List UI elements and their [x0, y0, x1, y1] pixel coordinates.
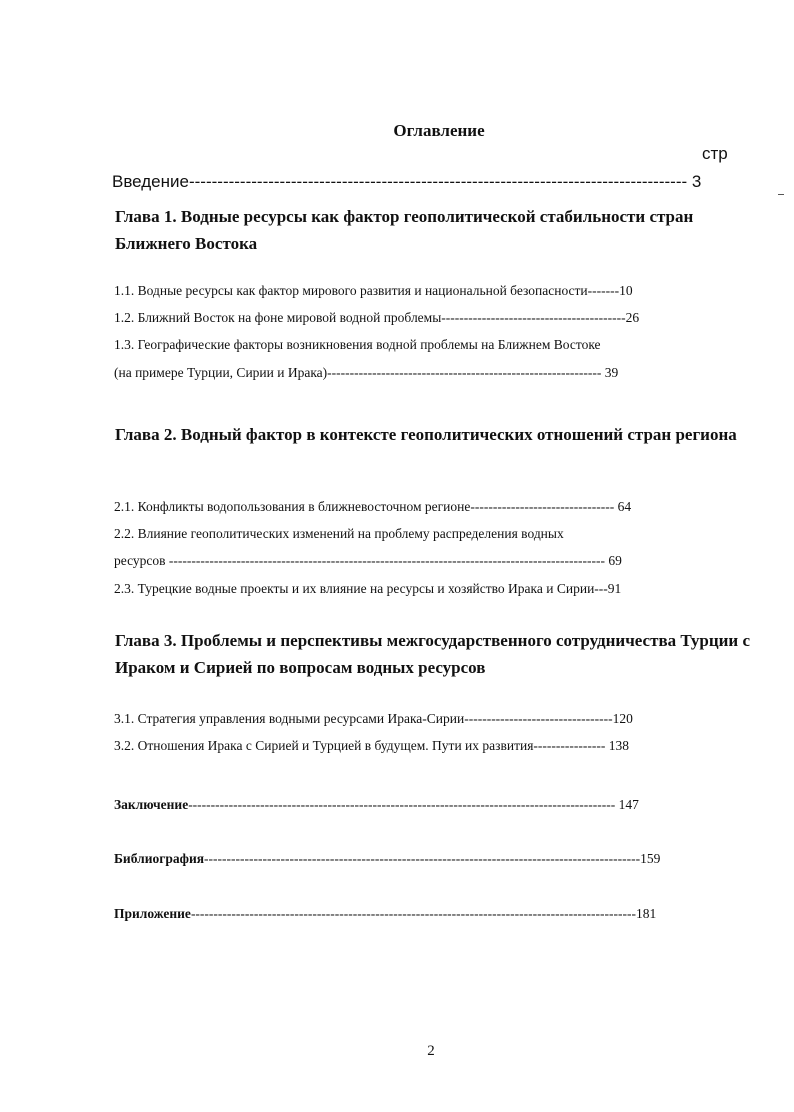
conclusion-leader: ----------------------------------------------------------------------------------------------- 147	[188, 797, 639, 812]
appendix-leader: ---------------------------------------------------------------------------------------------------181	[190, 906, 657, 921]
toc-appendix	[114, 906, 656, 922]
toc-section-3-2: 3.2. Отношения Ирака с Сирией и Турцией в будущем. Пути их развития---------------- 138	[114, 738, 629, 753]
toc-section-1-3-cont: (на примере Турции, Сирии и Ирака)------------------------------------------------------------- 39	[114, 365, 619, 380]
bibliography-label: Библиография	[114, 851, 205, 866]
toc-section-2-3: 2.3. Турецкие водные проекты и их влияние на ресурсы и хозяйство Ирака и Сирии---91	[114, 581, 622, 596]
toc-title: Оглавление	[393, 121, 485, 140]
toc-bibliography	[114, 851, 660, 867]
chapter-1-title: Глава 1. Водные ресурсы как фактор геополитической стабильности стран Ближнего Востока	[115, 207, 694, 253]
toc-section-1-1: 1.1. Водные ресурсы как фактор мирового развития и национальной безопасности-------10	[114, 283, 633, 298]
conclusion-label: Заключение	[114, 797, 189, 812]
appendix-label: Приложение	[114, 906, 191, 921]
chapter-2-title: Глава 2. Водный фактор в контексте геополитических отношений стран региона	[115, 425, 737, 444]
chapter-3-title: Глава 3. Проблемы и перспективы межгосударственного сотрудничества Турции с Ираком и Сирией по вопросам водных ресурсов	[115, 631, 751, 677]
toc-section-1-2: 1.2. Ближний Восток на фоне мировой водной проблемы-----------------------------------------26	[114, 310, 640, 325]
bibliography-leader: -------------------------------------------------------------------------------------------------159	[204, 851, 661, 866]
toc-section-2-2: 2.2. Влияние геополитических изменений на проблему распределения водных	[114, 526, 564, 541]
toc-section-2-2-cont: ресурсов ------------------------------------------------------------------------------------------------- 69	[114, 553, 622, 568]
toc-section-1-3: 1.3. Географические факторы возникновения водной проблемы на Ближнем Востоке	[114, 337, 601, 352]
page-column-label: стр	[702, 144, 728, 163]
page-number: 2	[427, 1043, 435, 1059]
toc-intro-line: Введение---------------------------------------------------------------------------------------- 3	[112, 172, 702, 191]
toc-section-3-1: 3.1. Стратегия управления водными ресурсами Ирака-Сирии---------------------------------120	[114, 711, 633, 726]
scan-mark	[778, 194, 784, 195]
toc-section-2-1: 2.1. Конфликты водопользования в ближневосточном регионе-------------------------------- 64	[114, 499, 632, 514]
toc-conclusion	[114, 797, 639, 813]
